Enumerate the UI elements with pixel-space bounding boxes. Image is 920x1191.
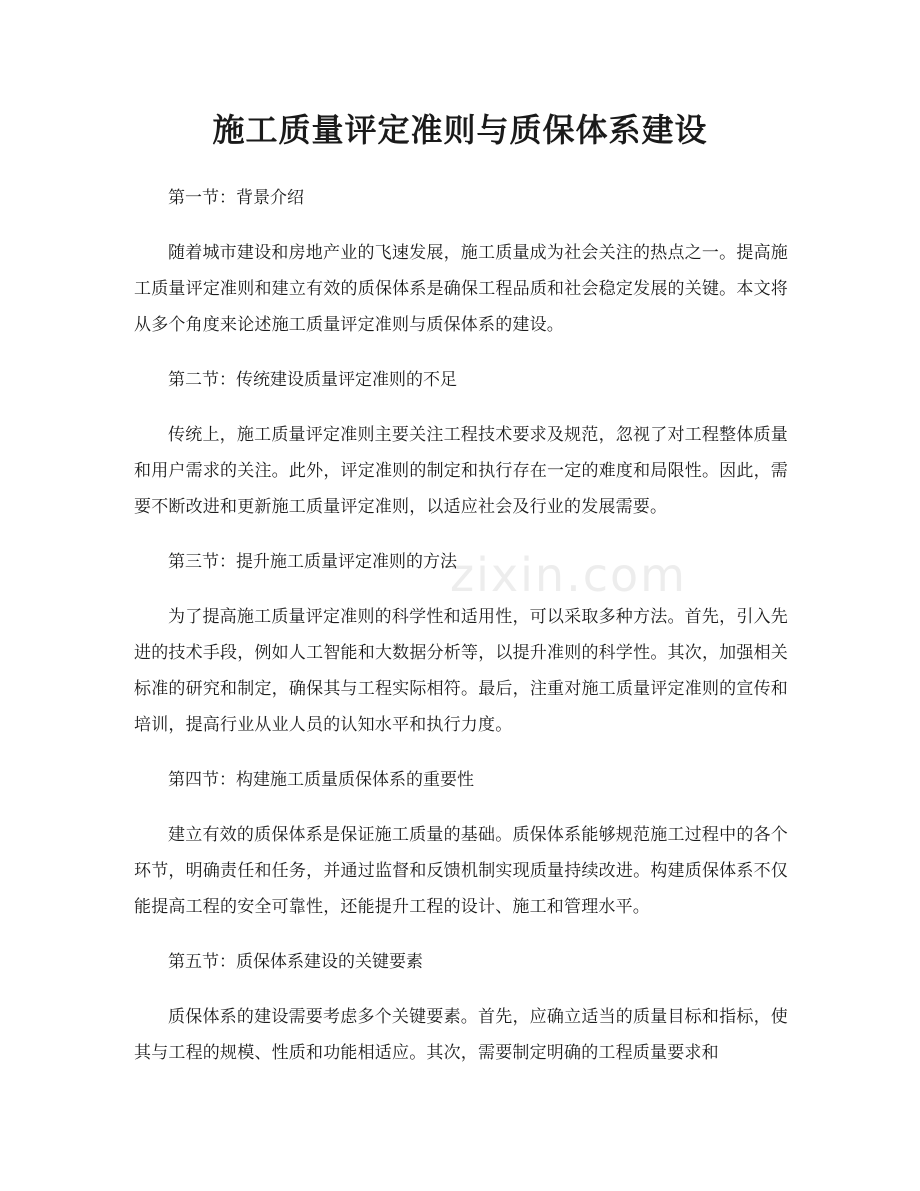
document-body <box>134 180 788 1090</box>
section-heading: 第二节：传统建设质量评定准则的不足 <box>168 370 457 390</box>
section-paragraph: 为了提高施工质量评定准则的科学性和适用性，可以采取多种方法。首先，引入先进的技术手段，例如人工智能和大数据分析等，以提升准则的科学性。其次，加强相关标准的研究和制定，确保其与工程实际相符。最后，注重对施工质量评定准则的宣传和培训，提高行业从业人员的认知水平和执行力度。 <box>134 607 788 735</box>
watermark: zixin.com <box>450 548 687 602</box>
section-paragraph: 质保体系的建设需要考虑多个关键要素。首先，应确立适当的质量目标和指标，使其与工程的规模、性质和功能相适应。其次，需要制定明确的工程质量要求和 <box>134 1007 788 1063</box>
section-paragraph: 建立有效的质保体系是保证施工质量的基础。质保体系能够规范施工过程中的各个环节，明确责任和任务，并通过监督和反馈机制实现质量持续改进。构建质保体系不仅能提高工程的安全可靠性，还能提升工程的设计、施工和管理水平。 <box>134 825 788 917</box>
section-heading: 第三节：提升施工质量评定准则的方法 <box>168 552 457 572</box>
section-heading: 第四节：构建施工质量质保体系的重要性 <box>168 770 474 790</box>
section-heading: 第一节：背景介绍 <box>168 188 304 208</box>
document-title: 施工质量评定准则与质保体系建设 <box>212 111 708 149</box>
section-paragraph: 传统上，施工质量评定准则主要关注工程技术要求及规范，忽视了对工程整体质量和用户需求的关注。此外，评定准则的制定和执行存在一定的难度和局限性。因此，需要不断改进和更新施工质量评定准则，以适应社会及行业的发展需要。 <box>134 425 788 517</box>
section-heading: 第五节：质保体系建设的关键要素 <box>168 952 423 972</box>
section-paragraph: 随着城市建设和房地产业的飞速发展，施工质量成为社会关注的热点之一。提高施工质量评定准则和建立有效的质保体系是确保工程品质和社会稳定发展的关键。本文将从多个角度来论述施工质量评定准则与质保体系的建设。 <box>134 243 788 335</box>
